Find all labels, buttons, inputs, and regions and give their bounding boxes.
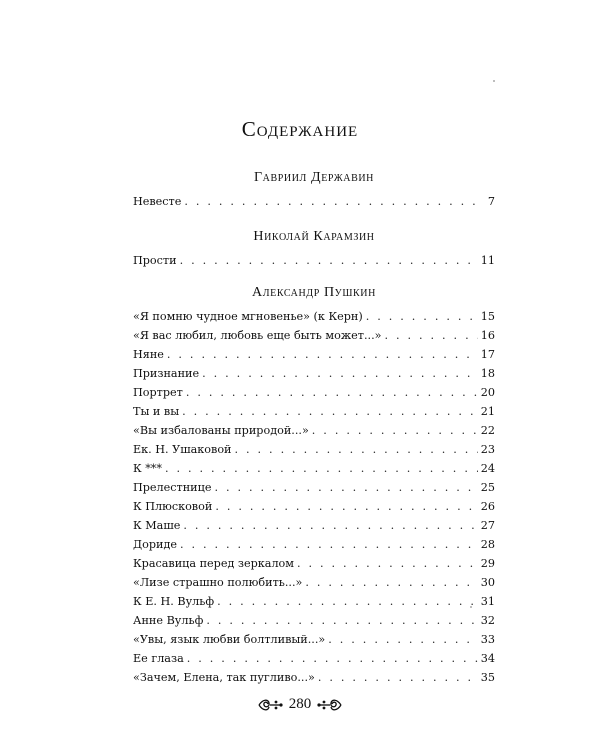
page-title: Содержание bbox=[241, 117, 359, 141]
dot-leader bbox=[328, 630, 477, 649]
entry-page: 29 bbox=[480, 557, 495, 570]
section-author: Гавриил Державин bbox=[253, 170, 375, 185]
entry-title: К Е. Н. Вульф bbox=[133, 595, 215, 608]
entry-title: «Увы, язык любви болтливый...» bbox=[133, 633, 326, 646]
toc-entry[interactable] bbox=[133, 383, 495, 402]
toc-entry[interactable] bbox=[133, 611, 495, 630]
toc-section-karamzin bbox=[133, 227, 495, 270]
entry-title: «Зачем, Елена, так пугливо...» bbox=[133, 671, 315, 684]
toc-entry[interactable] bbox=[133, 459, 495, 478]
entry-title: «Вы избалованы природой...» bbox=[133, 424, 309, 437]
dot-leader bbox=[184, 192, 478, 211]
entry-title: К Плюсковой bbox=[133, 500, 213, 513]
entry-title: «Я вас любил, любовь еще быть может...» bbox=[133, 329, 382, 342]
dot-leader bbox=[384, 326, 477, 345]
section-author: Александр Пушкин bbox=[252, 285, 376, 300]
dot-leader bbox=[187, 649, 478, 668]
entry-page: 11 bbox=[480, 254, 495, 267]
toc-entry[interactable] bbox=[133, 364, 495, 383]
dot-leader bbox=[235, 440, 478, 459]
entry-title: Красавица перед зеркалом bbox=[133, 557, 294, 570]
toc-section-pushkin bbox=[133, 283, 495, 687]
toc-entry[interactable] bbox=[133, 592, 495, 611]
dot-leader bbox=[180, 535, 478, 554]
entry-title: К *** bbox=[133, 462, 162, 475]
toc-entry[interactable] bbox=[133, 478, 495, 497]
page-number: 280 bbox=[288, 696, 312, 712]
entry-title: Прости bbox=[133, 254, 177, 267]
entry-page: 28 bbox=[480, 538, 495, 551]
toc-entry[interactable] bbox=[133, 440, 495, 459]
dot-leader bbox=[182, 402, 478, 421]
entry-page: 21 bbox=[480, 405, 495, 418]
toc-entry[interactable] bbox=[133, 516, 495, 535]
dot-leader bbox=[312, 421, 478, 440]
entry-title: Ее глаза bbox=[133, 652, 184, 665]
scan-speck bbox=[470, 606, 472, 608]
entry-page: 20 bbox=[480, 386, 495, 399]
toc-section-derzhavin bbox=[133, 168, 495, 211]
dot-leader bbox=[165, 459, 478, 478]
toc-entry[interactable] bbox=[133, 192, 495, 211]
entry-page: 17 bbox=[480, 348, 495, 361]
scan-speck bbox=[493, 80, 495, 82]
entry-page: 26 bbox=[480, 500, 495, 513]
entry-page: 25 bbox=[480, 481, 495, 494]
entry-title: Прелестнице bbox=[133, 481, 212, 494]
toc-entry[interactable] bbox=[133, 535, 495, 554]
entry-title: «Лизе страшно полюбить...» bbox=[133, 576, 303, 589]
dot-leader bbox=[305, 573, 477, 592]
entry-page: 27 bbox=[480, 519, 495, 532]
entry-page: 30 bbox=[480, 576, 495, 589]
section-author: Николай Карамзин bbox=[253, 229, 375, 244]
entry-page: 35 bbox=[480, 671, 495, 684]
toc-entry[interactable] bbox=[133, 402, 495, 421]
dot-leader bbox=[217, 592, 478, 611]
toc-entry[interactable] bbox=[133, 497, 495, 516]
toc-entry[interactable] bbox=[133, 554, 495, 573]
entry-page: 15 bbox=[480, 310, 495, 323]
entry-page: 31 bbox=[480, 595, 495, 608]
entry-title: Признание bbox=[133, 367, 200, 380]
entry-page: 18 bbox=[480, 367, 495, 380]
dot-leader bbox=[366, 307, 478, 326]
entry-title: Ты и вы bbox=[133, 405, 180, 418]
dot-leader bbox=[186, 383, 478, 402]
toc-entry[interactable] bbox=[133, 307, 495, 326]
entry-title: Портрет bbox=[133, 386, 183, 399]
entry-title: Анне Вульф bbox=[133, 614, 204, 627]
toc-entry[interactable] bbox=[133, 630, 495, 649]
entry-title: Дориде bbox=[133, 538, 177, 551]
dot-leader bbox=[206, 611, 477, 630]
toc-entry[interactable] bbox=[133, 345, 495, 364]
toc-entry[interactable] bbox=[133, 251, 495, 270]
toc-entry[interactable] bbox=[133, 421, 495, 440]
dot-leader bbox=[297, 554, 478, 573]
flourish-ornament-icon bbox=[317, 697, 343, 713]
toc-entry[interactable] bbox=[133, 573, 495, 592]
entry-title: «Я помню чудное мгновенье» (к Керн) bbox=[133, 310, 363, 323]
entry-page: 7 bbox=[487, 195, 495, 208]
dot-leader bbox=[215, 497, 477, 516]
entry-page: 16 bbox=[480, 329, 495, 342]
entry-page: 24 bbox=[480, 462, 495, 475]
entry-title: Невесте bbox=[133, 195, 182, 208]
toc-entry[interactable] bbox=[133, 649, 495, 668]
entry-page: 34 bbox=[480, 652, 495, 665]
toc-entry[interactable] bbox=[133, 668, 495, 687]
dot-leader bbox=[202, 364, 478, 383]
entry-title: Ек. Н. Ушаковой bbox=[133, 443, 232, 456]
dot-leader bbox=[214, 478, 477, 497]
dot-leader bbox=[183, 516, 477, 535]
flourish-ornament-icon bbox=[257, 697, 283, 713]
entry-page: 32 bbox=[480, 614, 495, 627]
entry-page: 23 bbox=[480, 443, 495, 456]
dot-leader bbox=[318, 668, 478, 687]
entry-title: К Маше bbox=[133, 519, 181, 532]
entry-title: Няне bbox=[133, 348, 164, 361]
dot-leader bbox=[180, 251, 478, 270]
dot-leader bbox=[167, 345, 478, 364]
entry-page: 22 bbox=[480, 424, 495, 437]
page-footer bbox=[0, 696, 600, 713]
entry-page: 33 bbox=[480, 633, 495, 646]
toc-entry[interactable] bbox=[133, 326, 495, 345]
